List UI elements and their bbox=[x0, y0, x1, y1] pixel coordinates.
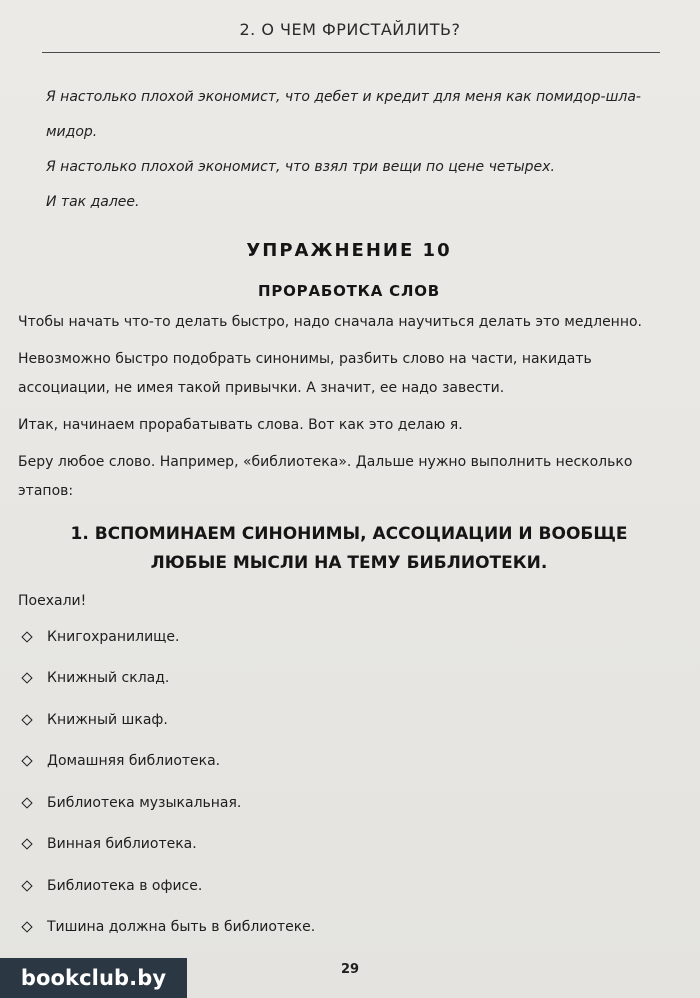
bullet-list bbox=[18, 616, 680, 948]
list-item-text: Библиотека музыкальная. bbox=[47, 794, 242, 811]
italic-line: Я настолько плохой экономист, что взял три вещи по цене четырех. bbox=[46, 159, 555, 175]
list-item bbox=[18, 616, 680, 658]
section-heading-line: 1. ВСПОМИНАЕМ СИНОНИМЫ, АССОЦИАЦИИ И ВООБЩЕ bbox=[70, 524, 628, 544]
list-item bbox=[18, 699, 680, 741]
list-item-text: Тишина должна быть в библиотеке. bbox=[47, 919, 316, 936]
diamond-icon bbox=[21, 839, 32, 850]
list-item bbox=[18, 907, 680, 949]
list-item-text: Библиотека в офисе. bbox=[47, 877, 203, 894]
list-item-text: Книгохранилище. bbox=[47, 628, 180, 645]
diamond-icon bbox=[21, 880, 32, 891]
diamond-icon bbox=[21, 714, 32, 725]
list-item bbox=[18, 865, 680, 907]
section-heading bbox=[18, 520, 680, 578]
paragraph: Невозможно быстро подобрать синонимы, разбить слово на части, накидать ассоциации, не имея такой привычки. А значит, ее надо завести. bbox=[18, 351, 592, 396]
italic-examples bbox=[46, 80, 676, 220]
list-item bbox=[18, 658, 680, 700]
list-item bbox=[18, 824, 680, 866]
italic-line: И так далее. bbox=[46, 194, 140, 210]
page-number: 29 bbox=[340, 962, 360, 977]
exercise-subtitle: ПРОРАБОТКА СЛОВ bbox=[257, 282, 441, 300]
running-header: 2. О ЧЕМ ФРИСТАЙЛИТЬ? bbox=[239, 20, 461, 39]
page-content bbox=[18, 80, 680, 948]
header-divider bbox=[42, 52, 660, 53]
diamond-icon bbox=[21, 797, 32, 808]
list-item-text: Книжный шкаф. bbox=[47, 711, 168, 728]
diamond-icon bbox=[21, 922, 32, 933]
list-item-text: Книжный склад. bbox=[47, 670, 170, 687]
list-item-text: Винная библиотека. bbox=[47, 836, 197, 853]
paragraph: Беру любое слово. Например, «библиотека». Дальше нужно выполнить несколько этапов: bbox=[18, 454, 633, 499]
paragraph: Чтобы начать что-то делать быстро, надо сначала научиться делать это медленно. bbox=[18, 314, 642, 330]
paragraph: Итак, начинаем прорабатывать слова. Вот как это делаю я. bbox=[18, 417, 463, 433]
list-intro: Поехали! bbox=[18, 593, 87, 609]
site-watermark bbox=[0, 958, 187, 998]
italic-line: Я настолько плохой экономист, что дебет и кредит для меня как помидор-шла- bbox=[46, 89, 641, 105]
list-item bbox=[18, 741, 680, 783]
watermark-text: bookclub.by bbox=[20, 966, 167, 990]
italic-line: мидор. bbox=[46, 124, 98, 140]
diamond-icon bbox=[21, 673, 32, 684]
diamond-icon bbox=[21, 756, 32, 767]
section-heading-line: ЛЮБЫЕ МЫСЛИ НА ТЕМУ БИБЛИОТЕКИ. bbox=[150, 553, 548, 573]
list-item bbox=[18, 782, 680, 824]
diamond-icon bbox=[21, 631, 32, 642]
list-item-text: Домашняя библиотека. bbox=[47, 753, 221, 770]
exercise-title: УПРАЖНЕНИЕ 10 bbox=[246, 240, 452, 261]
